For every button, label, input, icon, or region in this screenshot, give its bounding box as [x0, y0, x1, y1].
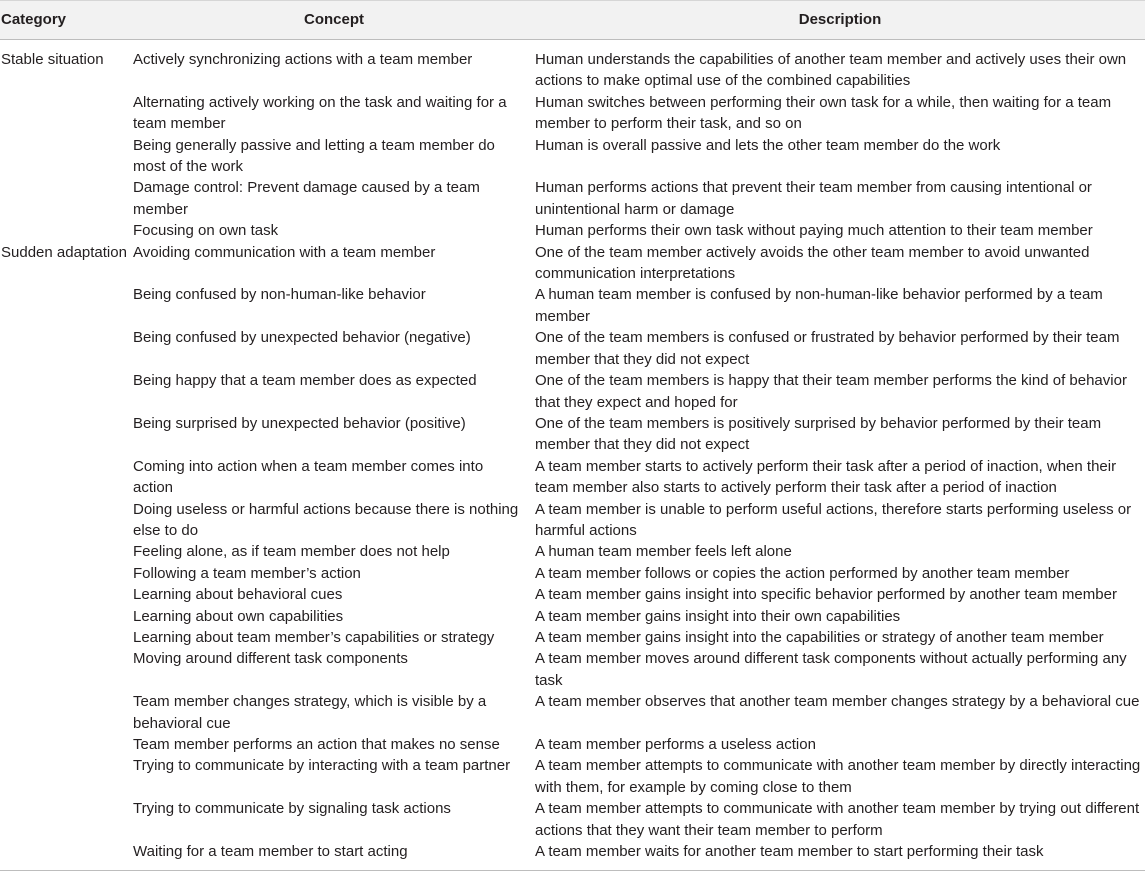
category-cell: [0, 563, 133, 584]
table-row: [0, 370, 1145, 413]
header-row: [0, 1, 1145, 40]
concept-cell: Learning about behavioral cues: [133, 586, 343, 604]
table-row: [0, 92, 1145, 135]
table-row: [0, 734, 1145, 755]
concept-cell: Avoiding communication with a team member: [133, 243, 436, 261]
description-cell: Human is overall passive and lets the other team member do the work: [535, 136, 1001, 154]
category-cell: [0, 370, 133, 413]
description-cell: A team member attempts to communicate with another team member by directly interacting with them, for example by coming close to them: [535, 757, 1141, 796]
concept-cell: Being surprised by unexpected behavior (positive): [133, 414, 466, 432]
description-cell: A team member starts to actively perform their task after a period of inaction, when their team member also starts to actively perform their task after a period of inaction: [535, 457, 1117, 497]
description-cell: One of the team members is confused or frustrated by behavior performed by their team member that they did not expect: [535, 329, 1120, 368]
concept-cell: Moving around different task components: [133, 650, 408, 668]
concept-cell: Learning about team member’s capabilities or strategy: [133, 628, 495, 646]
category-cell: [0, 177, 133, 220]
category-cell: [0, 627, 133, 648]
category-cell: [0, 755, 133, 798]
table-row: [0, 284, 1145, 327]
description-cell: A human team member feels left alone: [535, 543, 792, 561]
table-row: [0, 648, 1145, 691]
concept-cell: Focusing on own task: [133, 222, 279, 240]
concept-cell: Feeling alone, as if team member does not help: [133, 543, 450, 561]
table-row: [0, 798, 1145, 841]
concept-cell: Being confused by unexpected behavior (negative): [133, 329, 471, 347]
category-cell: [0, 584, 133, 605]
category-cell: [0, 456, 133, 499]
concept-cell: Following a team member’s action: [133, 564, 361, 582]
table-row: [0, 499, 1145, 542]
category-cell: Stable situation: [1, 51, 104, 68]
description-cell: One of the team members is positively surprised by behavior performed by their team member that they did not expect: [535, 414, 1102, 454]
description-cell: A team member waits for another team member to start performing their task: [535, 843, 1044, 861]
header-concept: Concept: [133, 1, 535, 40]
category-cell: [0, 284, 133, 327]
concept-cell: Learning about own capabilities: [133, 607, 344, 625]
description-cell: A team member observes that another team member changes strategy by a behavioral cue: [535, 693, 1140, 711]
table-row: [0, 242, 1145, 285]
category-cell: [0, 327, 133, 370]
table-row: [0, 413, 1145, 456]
table-row: [0, 841, 1145, 871]
concept-cell: Team member performs an action that makes no sense: [133, 736, 500, 753]
description-cell: A team member is unable to perform useful actions, therefore starts performing useless or harmful actions: [535, 500, 1132, 539]
category-cell: [0, 499, 133, 542]
category-cell: [0, 841, 133, 871]
description-cell: A team member follows or copies the action performed by another team member: [535, 564, 1070, 582]
table-row: [0, 541, 1145, 562]
category-cell: [0, 92, 133, 135]
concept-cell: Trying to communicate by signaling task actions: [133, 800, 451, 818]
description-cell: A team member gains insight into their own capabilities: [535, 607, 901, 625]
table-header: [0, 1, 1145, 40]
header-category: Category: [0, 1, 133, 40]
description-cell: A team member moves around different task components without actually performing any task: [535, 650, 1127, 689]
table-row: [0, 177, 1145, 220]
description-cell: Human performs their own task without paying much attention to their team member: [535, 222, 1093, 240]
concept-cell: Being confused by non-human-like behavior: [133, 286, 426, 304]
concept-cell: Being generally passive and letting a team member do most of the work: [133, 136, 495, 176]
description-cell: A team member gains insight into the capabilities or strategy of another team member: [535, 628, 1104, 646]
table-row: [0, 606, 1145, 627]
table-body: [0, 40, 1145, 871]
table-row: [0, 327, 1145, 370]
description-cell: A team member performs a useless action: [535, 736, 816, 753]
category-cell: [0, 220, 133, 241]
description-cell: A team member gains insight into specific behavior performed by another team member: [535, 586, 1117, 604]
description-cell: A team member attempts to communicate with another team member by trying out different actions that they want their team member to perform: [535, 800, 1140, 839]
description-cell: Human performs actions that prevent their team member from causing intentional or unintentional harm or damage: [535, 179, 1092, 218]
concept-cell: Trying to communicate by interacting with a team partner: [133, 757, 511, 775]
description-cell: Human understands the capabilities of another team member and actively uses their own actions to make optimal use of the combined capabilities: [535, 51, 1127, 90]
description-cell: Human switches between performing their own task for a while, then waiting for a team member to perform their task, and so on: [535, 93, 1112, 133]
header-description: Description: [535, 1, 1145, 40]
concept-cell: Actively synchronizing actions with a team member: [133, 51, 473, 68]
concept-cell: Damage control: Prevent damage caused by a team member: [133, 179, 480, 218]
category-cell: Sudden adaptation: [1, 243, 127, 261]
category-cell: [0, 606, 133, 627]
table-row: [0, 755, 1145, 798]
concept-cell: Team member changes strategy, which is visible by a behavioral cue: [133, 693, 487, 732]
category-cell: [0, 135, 133, 178]
table-row: [0, 220, 1145, 241]
table-row: [0, 563, 1145, 584]
table-row: [0, 691, 1145, 734]
table-row: [0, 584, 1145, 605]
category-cell: [0, 648, 133, 691]
category-cell: [0, 734, 133, 755]
description-cell: One of the team member actively avoids the other team member to avoid unwanted communication interpretations: [535, 243, 1090, 283]
concept-cell: Waiting for a team member to start acting: [133, 843, 408, 861]
table-row: [0, 135, 1145, 178]
category-cell: [0, 541, 133, 562]
concept-cell: Alternating actively working on the task and waiting for a team member: [133, 93, 507, 133]
category-cell: [0, 691, 133, 734]
concept-cell: Doing useless or harmful actions because there is nothing else to do: [133, 500, 519, 539]
category-cell: [0, 413, 133, 456]
concept-cell: Coming into action when a team member comes into action: [133, 457, 484, 497]
category-cell: [0, 798, 133, 841]
concept-cell: Being happy that a team member does as expected: [133, 372, 477, 390]
table-row: [0, 627, 1145, 648]
table-row: [0, 456, 1145, 499]
description-cell: One of the team members is happy that their team member performs the kind of behavior that they expect and hoped for: [535, 372, 1127, 411]
table-row: [0, 40, 1145, 92]
description-cell: A human team member is confused by non-human-like behavior performed by a team member: [535, 286, 1103, 325]
